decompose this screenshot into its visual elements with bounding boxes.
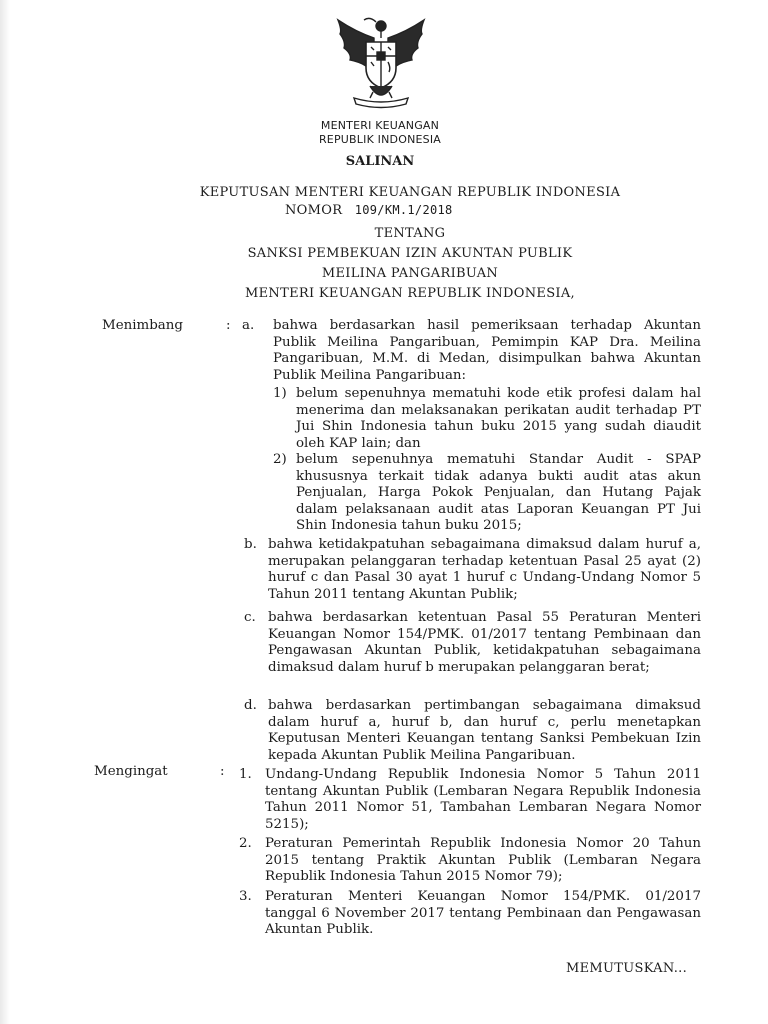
- authority-line: MENTERI KEUANGAN REPUBLIK INDONESIA,: [245, 286, 575, 301]
- menimbang-a-2-text: belum sepenuhnya mematuhi Standar Audit - SPAP khususnya terkait tidak adanya bukti audit atas akun Penjualan, Harga Pokok Penjualan, dan Hutang Pajak dalam pelaksanaan audit atas Laporan Keuangan PT Jui Shin Indonesia tahun buku 2015;: [296, 452, 701, 533]
- issuer-heading: [290, 119, 470, 147]
- menimbang-b-text: bahwa ketidakpatuhan sebagaimana dimaksud dalam huruf a, merupakan pelanggaran terhadap ketentuan Pasal 25 ayat (2) huruf c dan Pasal 30 ayat 1 huruf c Undang-Undang Nomor 5 Tahun 2011 tentang Akuntan Publik;: [268, 537, 701, 602]
- decree-number-line: [285, 203, 453, 218]
- garuda-emblem-icon: [326, 12, 436, 112]
- mengingat-1-text: Undang-Undang Republik Indonesia Nomor 5 Tahun 2011 tentang Akuntan Publik (Lembaran Negara Republik Indonesia Tahun 2011 Nomor 51, Tambahan Lembaran Negara Nomor 5215);: [265, 767, 701, 832]
- menimbang-d-marker: d.: [244, 698, 257, 713]
- menimbang-d-text: bahwa berdasarkan pertimbangan sebagaimana dimaksud dalam huruf a, huruf b, dan huruf c, perlu menetapkan Keputusan Menteri Keuangan tentang Sanksi Pembekuan Izin kepada Akuntan Publik Meilina Pangaribuan.: [268, 698, 701, 763]
- mengingat-3-text: Peraturan Menteri Keuangan Nomor 154/PMK. 01/2017 tanggal 6 November 2017 tentang Pembinaan dan Pengawasan Akuntan Publik.: [265, 889, 701, 937]
- continuation-text: MEMUTUSKAN...: [566, 961, 688, 976]
- scan-edge-shadow: [0, 0, 10, 1024]
- menimbang-label: Menimbang: [102, 318, 183, 333]
- mengingat-1-marker: 1.: [239, 767, 252, 782]
- menimbang-colon: :: [226, 318, 231, 333]
- issuer-line-1: MENTERI KEUANGAN: [320, 119, 440, 132]
- mengingat-2-marker: 2.: [239, 836, 252, 851]
- decree-title: KEPUTUSAN MENTERI KEUANGAN REPUBLIK INDONESIA: [199, 185, 621, 200]
- mengingat-2-text: Peraturan Pemerintah Republik Indonesia Nomor 20 Tahun 2015 tentang Praktik Akuntan Publik (Lembaran Negara Republik Indonesia Tahun 2015 Nomor 79);: [265, 836, 701, 884]
- subject-line-1: SANKSI PEMBEKUAN IZIN AKUNTAN PUBLIK: [247, 246, 573, 261]
- menimbang-b-marker: b.: [244, 537, 257, 552]
- subject-line-2: MEILINA PANGARIBUAN: [321, 266, 499, 281]
- menimbang-a-2-marker: 2): [273, 452, 287, 467]
- nomor-label: NOMOR: [285, 203, 343, 218]
- tentang-heading: TENTANG: [374, 226, 446, 241]
- menimbang-a-1-text: belum sepenuhnya mematuhi kode etik profesi dalam hal menerima dan melaksanakan perikatan audit terhadap PT Jui Shin Indonesia tahun buku 2015 yang sudah diaudit oleh KAP lain; dan: [296, 386, 701, 451]
- menimbang-c-marker: c.: [244, 610, 256, 625]
- menimbang-a-marker: a.: [242, 318, 255, 333]
- mengingat-label: Mengingat: [94, 764, 168, 779]
- menimbang-c-text: bahwa berdasarkan ketentuan Pasal 55 Peraturan Menteri Keuangan Nomor 154/PMK. 01/2017 tentang Pembinaan dan Pengawasan Akuntan Publik, ketidakpatuhan sebagaimana dimaksud dalam huruf b merupakan pelanggaran berat;: [268, 610, 701, 675]
- nomor-value: 109/KM.1/2018: [354, 203, 453, 217]
- mengingat-colon: :: [220, 764, 225, 779]
- mengingat-3-marker: 3.: [239, 889, 252, 904]
- issuer-line-2: REPUBLIK INDONESIA: [318, 133, 442, 146]
- menimbang-a-text: bahwa berdasarkan hasil pemeriksaan terhadap Akuntan Publik Meilina Pangaribuan, Pemimpin KAP Dra. Meilina Pangaribuan, M.M. di Medan, disimpulkan bahwa Akuntan Publik Meilina Pangaribuan:: [273, 318, 701, 383]
- copy-stamp-label: SALINAN: [345, 154, 415, 169]
- menimbang-a-1-marker: 1): [273, 386, 287, 401]
